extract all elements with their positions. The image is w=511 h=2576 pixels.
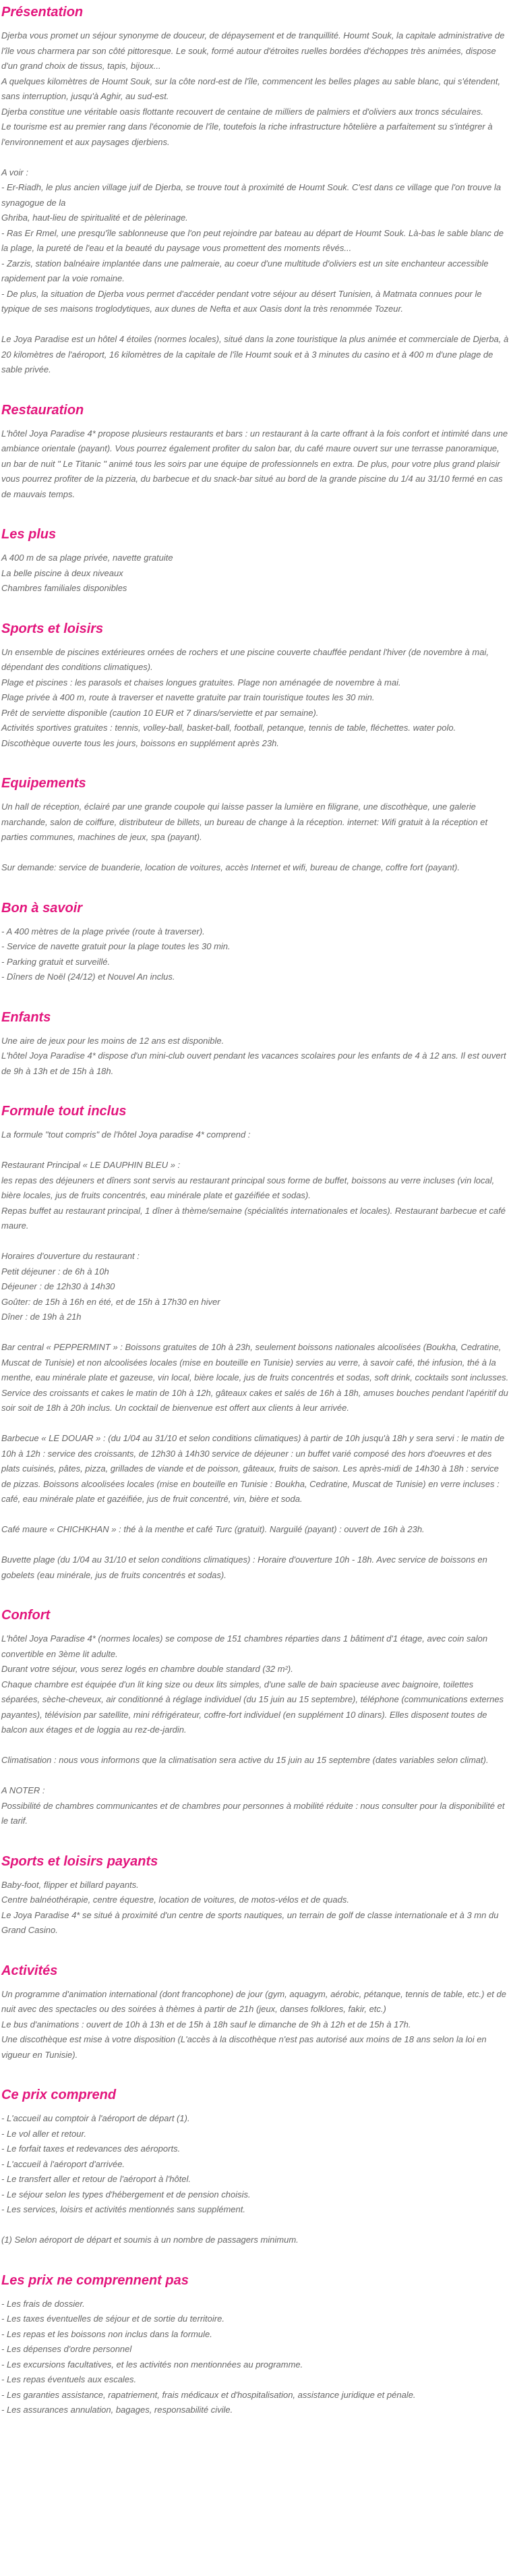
text-line: Repas buffet au restaurant principal, 1 dîner à thème/semaine (spécialités internationales et locales). Restaurant barbecue et café maure. xyxy=(1,1205,506,1231)
list-item: - Le transfert aller et retour de l'aéroport à l'hôtel. xyxy=(1,2174,191,2184)
text-line: Djerba constitue une véritable oasis flottante recouvert de centaine de milliers de palmiers et d'oliviers aux troncs séculaires. xyxy=(1,106,483,117)
text-line: L'hôtel Joya Paradise 4* dispose d'un mini-club ouvert pendant les vacances scolaires pour les enfants de 4 à 12 ans. Il est ouvert de 9h à 13h et de 15h à 18h. xyxy=(1,1051,506,1076)
section-enfants xyxy=(1,1008,509,1080)
text-line: La belle piscine à deux niveaux xyxy=(1,567,123,578)
footnote-text: (1) Selon aéroport de départ et soumis à un nombre de passagers minimum. xyxy=(1,2235,299,2245)
paragraph xyxy=(1,551,509,596)
section-equipements xyxy=(1,774,509,876)
text-line: Sur demande: service de buanderie, location de voitures, accès Internet et wifi, bureau de change, coffre fort (payant). xyxy=(1,862,460,872)
list-item: - De plus, la situation de Djerba vous permet d'accéder pendant votre séjour au désert Tunisien, à Matmata connues pour le typique de ses maisons troglodytiques, aux dunes de Nefta et aux Oasis dont la très renommée Tozeur. xyxy=(1,288,482,314)
section-heading: Les prix ne comprennent pas xyxy=(1,2272,189,2288)
paragraph xyxy=(1,1249,509,1325)
paragraph xyxy=(1,1158,509,1234)
text-line: Ghriba, haut-lieu de spiritualité et de pèlerinage. xyxy=(1,213,188,223)
list-item: - A 400 mètres de la plage privée (route à traverser). xyxy=(1,926,205,936)
paragraph xyxy=(1,2111,509,2218)
section-heading: Ce prix comprend xyxy=(1,2088,117,2102)
text-line: Le tourisme est au premier rang dans l'économie de l'île, toutefois la riche infrastructure hôtelière a parfaitement su s'intégrer à l'environnement et aux paysages djerbiens. xyxy=(1,121,493,147)
section-heading: Sports et loisirs xyxy=(1,621,104,636)
text-line: Le Joya Paradise 4* se situé à proximité d'un centre de sports nautiques, un terrain de golf de classe internationale et à 3 mn du Grand Casino. xyxy=(1,1909,499,1935)
text-line: Café maure « CHICHKHAN » : thé à la menthe et café Turc (gratuit). Narguilé (payant) : ouvert de 16h à 23h. xyxy=(1,1524,425,1534)
list-item: - Les garanties assistance, rapatriement, frais médicaux et d'hospitalisation, assistance juridique et pénale. xyxy=(1,2389,416,2400)
paragraph xyxy=(1,426,509,503)
paragraph xyxy=(1,2297,509,2418)
list-item: - Zarzis, station balnéaire implantée dans une palmeraie, au coeur d'une multitude d'oliviers est un site enchanteur accessible rapidement par la voie romaine. xyxy=(1,258,489,283)
list-item: - L'accueil à l'aéroport d'arrivée. xyxy=(1,2158,125,2169)
paragraph xyxy=(1,332,509,378)
paragraph xyxy=(1,1753,509,1768)
list-item: - Service de navette gratuit pour la plage toutes les 30 min. xyxy=(1,941,231,951)
list-item: - Le séjour selon les types d'hébergement et de pension choisis. xyxy=(1,2189,251,2200)
section-prix-ne-comprennent-pas xyxy=(1,2271,509,2418)
section-les-plus xyxy=(1,525,509,596)
text-line: Horaires d'ouverture du restaurant : xyxy=(1,1251,140,1261)
list-item: - Les repas et les boissons non inclus dans la formule. xyxy=(1,2328,212,2339)
text-line: Petit déjeuner : de 6h à 10h xyxy=(1,1266,109,1277)
section-sports-loisirs-payants xyxy=(1,1852,509,1938)
section-confort xyxy=(1,1606,509,1829)
text-line: Déjeuner : de 12h30 à 14h30 xyxy=(1,1281,115,1291)
paragraph xyxy=(1,645,509,752)
text-line: L'hôtel Joya Paradise 4* propose plusieurs restaurants et bars : un restaurant à la carte offrant à la fois confort et intimité dans une ambiance orientale (payant). Vous pourrez également profiter du salon bar, du café maure ouvert sur une terrasse panoramique, un bar de nuit " Le Titanic " animé tous les soirs par une équipe de professionnels en extra. De plus, pour votre plus grand plaisir vous pourrez profiter de la pizzeria, du barbecue et du snack-bar situé au bord de la grande piscine du 1/4 au 31/10 fermé en cas de mauvais temps. xyxy=(1,428,508,499)
paragraph xyxy=(1,1631,509,1738)
paragraph xyxy=(1,1340,509,1416)
section-heading: Bon à savoir xyxy=(1,900,83,916)
text-line: Le bus d'animations : ouvert de 10h à 13h et de 15h à 18h sauf le dimanche de 9h à 12h et de 15h à 17h. xyxy=(1,2019,411,2029)
text-line: Activités sportives gratuites : tennis, volley-ball, basket-ball, football, petanque, tennis de table, fléchettes. water polo. xyxy=(1,723,456,733)
text-line: Dîner : de 19h à 21h xyxy=(1,1312,82,1322)
section-heading: Confort xyxy=(1,1608,51,1623)
list-item: - Les repas éventuels aux escales. xyxy=(1,2374,137,2384)
section-heading: Restauration xyxy=(1,402,84,418)
section-presentation xyxy=(1,3,509,378)
text-line: Djerba vous promet un séjour synonyme de douceur, de dépaysement et de tranquillité. Houmt Souk, la capitale administrative de l'île vous charmera par son côté pittoresque. Le souk, formé autour d'étroites ruelles bordées d'échoppes très animées, dispose d'un grand choix de tissus, tapis, bijoux... xyxy=(1,30,505,71)
list-item: - Le vol aller et retour. xyxy=(1,2128,86,2139)
section-heading: Sports et loisirs payants xyxy=(1,1853,158,1869)
paragraph xyxy=(1,1987,509,2063)
text-line: Un hall de réception, éclairé par une grande coupole qui laisse passer la lumière en filigrane, une discothèque, une galerie marchande, salon de coiffure, distributeur de billets, un bureau de change à la réception. internet: Wifi gratuit à la réception et parties communes, machines de jeux, spa (payant). xyxy=(1,802,488,842)
text-line: A quelques kilomètres de Houmt Souk, sur la côte nord-est de l'île, commencent les belles plages au sable blanc, qui s'étendent, sans interruption, jusqu'à Aghir, au sud-est. xyxy=(1,76,501,101)
section-activites xyxy=(1,1961,509,2063)
section-heading: Les plus xyxy=(1,527,57,542)
paragraph xyxy=(1,1552,509,1583)
text-line: La formule "tout compris" de l'hôtel Joya paradise 4* comprend : xyxy=(1,1129,251,1140)
list-item: - Les services, loisirs et activités mentionnés sans supplément. xyxy=(1,2204,245,2214)
section-heading: Equipements xyxy=(1,776,86,791)
section-restauration xyxy=(1,401,509,503)
section-ce-prix-comprend xyxy=(1,2085,509,2248)
section-formule-tout-inclus xyxy=(1,1102,509,1583)
text-line: Chaque chambre est équipée d'un lit king size ou deux lits simples, d'une salle de bain spacieuse avec baignoire, toilettes séparées, sèche-cheveux, air conditionné à réglage individuel (du 15 juin au 15 septembre), téléphone (communications externes payantes), télévision par satellite, mini réfrigérateur, coffre-fort individuel (en supplément 10 dinars). Elles disposent toutes de balcon aux étages et de loggia au rez-de-jardin. xyxy=(1,1679,504,1735)
list-item: - L'accueil au comptoir à l'aéroport de départ (1). xyxy=(1,2113,190,2123)
text-line: Goûter: de 15h à 16h en été, et de 15h à 17h30 en hiver xyxy=(1,1296,220,1307)
list-item: - Les excursions facultatives, et les activités non mentionnées au programme. xyxy=(1,2359,303,2370)
paragraph xyxy=(1,1522,509,1538)
text-line: Climatisation : nous vous informons que la climatisation sera active du 15 juin au 15 septembre (dates variables selon climat). xyxy=(1,1755,489,1765)
text-line: Buvette plage (du 1/04 au 31/10 et selon conditions climatiques) : Horaire d'ouverture 10h - 18h. Avec service de boissons en gobelets (eau minérale, jus de fruits concentrés et sodas). xyxy=(1,1555,487,1580)
text-line: Une discothèque est mise à votre disposition (L'accès à la discothèque n'est pas autorisé aux moins de 18 ans selon la loi en vigueur en Tunisie). xyxy=(1,2034,487,2060)
text-line: Un programme d'animation international (dont francophone) de jour (gym, aquagym, aérobic, pétanque, tennis de table, etc.) et de nuit avec des spectacles ou des soirées à thèmes à partir de 21h (jeux, danses folklores, fakir, etc.) xyxy=(1,1988,506,2014)
text-line: A 400 m de sa plage privée, navette gratuite xyxy=(1,553,173,563)
text-line: A voir : xyxy=(1,167,28,177)
section-heading: Enfants xyxy=(1,1009,51,1025)
text-line: Bar central « PEPPERMINT » : Boissons gratuites de 10h à 23h, seulement boissons nationales alcoolisées (Boukha, Cedratine, Muscat de Tunisie) et non alcoolisées locales (mise en bouteille en Tunisie) servies au verre, à savoir café, thé infusion, thé à la menthe, eau minérale plate et gazeuse, vin local, bière locale, jus de fruits concentrés et sodas, soft drink, cocktails sont inclusses. Service des croissants et cakes le matin de 10h à 12h, gâteaux cakes et salés de 16h à 18h, amuses bouches pendant l'apéritif du soir soit de 18h à 20h inclus. Un cocktail de bienvenue est offert aux clients à leur arrivée. xyxy=(1,1342,509,1413)
text-line: A NOTER : xyxy=(1,1785,45,1795)
list-item: - Ras Er Rmel, une presqu'île sablonneuse que l'on peut rejoindre par bateau au départ de Houmt Souk. Là-bas le sable blanc de la plage, la pureté de l'eau et la beauté du paysage vous promettent des moments rêvés... xyxy=(1,227,504,253)
text-line: Plage privée à 400 m, route à traverser et navette gratuite par train touristique toutes les 30 min. xyxy=(1,692,375,702)
section-heading: Activités xyxy=(1,1963,58,1978)
list-item: - Les frais de dossier. xyxy=(1,2298,85,2309)
paragraph xyxy=(1,800,509,845)
section-sports-loisirs xyxy=(1,619,509,752)
section-bon-a-savoir xyxy=(1,899,509,985)
text-line: Discothèque ouverte tous les jours, boissons en supplément après 23h. xyxy=(1,737,279,748)
paragraph xyxy=(1,924,509,985)
list-item: - Er-Riadh, le plus ancien village juif de Djerba, se trouve tout à proximité de Houmt Souk. C'est dans ce village que l'on trouve la synagogue de la xyxy=(1,182,502,208)
list-item: - Dîners de Noël (24/12) et Nouvel An inclus. xyxy=(1,972,175,982)
footnote xyxy=(1,2233,509,2248)
paragraph xyxy=(1,28,509,150)
text-line: Prêt de serviette disponible (caution 10 EUR et 7 dinars/serviette et par semaine). xyxy=(1,707,319,718)
list-item: - Les assurances annulation, bagages, responsabilité civile. xyxy=(1,2405,233,2415)
text-line: Une aire de jeux pour les moins de 12 ans est disponible. xyxy=(1,1035,224,1046)
list-item: - Le forfait taxes et redevances des aéroports. xyxy=(1,2144,181,2154)
list-item: - Les dépenses d'ordre personnel xyxy=(1,2344,132,2354)
text-line: Plage et piscines : les parasols et chaises longues gratuites. Plage non aménagée de novembre à mai. xyxy=(1,677,401,688)
paragraph xyxy=(1,860,509,876)
paragraph xyxy=(1,1783,509,1829)
paragraph xyxy=(1,1878,509,1938)
text-line: Barbecue « LE DOUAR » : (du 1/04 au 31/10 et selon conditions climatiques) à partir de 10h jusqu'à 18h y sera servi : le matin de 10h à 12h : service des croissants, de 12h30 à 14h30 service de déjeuner : un buffet varié composé des hors d'oeuvres et des plats cuisinés, pâtes, pizza, grillades de viande et de poisson, gâteaux, fruits de saison. Les après-midi de 14h30 à 18h : service de pizzas. Boissons alcoolisées locales (mise en bouteille en Tunisie : Boukha, Cedratine, Muscat de Tunisie) en verre incluses : café, eau minérale plate et gazéifiée, jus de fruit concentré, vin, bière et soda. xyxy=(1,1433,505,1504)
section-heading: Formule tout inclus xyxy=(1,1104,127,1119)
section-heading: Présentation xyxy=(1,5,84,20)
text-line: L'hôtel Joya Paradise 4* (normes locales) se compose de 151 chambres réparties dans 1 bâtiment d'1 étage, avec coin salon convertible en 3ème lit adulte. xyxy=(1,1633,488,1659)
list-item: - Les taxes éventuelles de séjour et de sortie du territoire. xyxy=(1,2314,224,2324)
paragraph xyxy=(1,165,509,317)
text-line: Un ensemble de piscines extérieures ornées de rochers et une piscine couverte chauffée pendant l'hiver (de novembre à mai, dépendant des conditions climatiques). xyxy=(1,646,489,672)
paragraph xyxy=(1,1127,509,1143)
text-line: Durant votre séjour, vous serez logés en chambre double standard (32 m²). xyxy=(1,1664,293,1674)
text-line: Centre balnéothérapie, centre équestre, location de voitures, de motos-vélos et de quads. xyxy=(1,1895,349,1905)
list-item: - Parking gratuit et surveillé. xyxy=(1,956,111,967)
paragraph xyxy=(1,1431,509,1507)
paragraph xyxy=(1,1034,509,1080)
text-line: Chambres familiales disponibles xyxy=(1,583,127,593)
text-line: Possibilité de chambres communicantes et de chambres pour personnes à mobilité réduite : nous consulter pour la disponibilité et le tarif. xyxy=(1,1800,505,1826)
text-line: Restaurant Principal « LE DAUPHIN BLEU » : xyxy=(1,1160,181,1170)
text-line: Baby-foot, flipper et billard payants. xyxy=(1,1879,139,1890)
text-line: Le Joya Paradise est un hôtel 4 étoiles (normes locales), situé dans la zone touristique la plus animée et commerciale de Djerba, à 20 kilomètres de l'aéroport, 16 kilomètres de la capitale de l'île Houmt souk et à 3 minutes du casino et à 400 m d'une plage de sable privée. xyxy=(1,334,509,374)
text-line: les repas des déjeuners et dîners sont servis au restaurant principal sous forme de buffet, boissons au verre incluses (vin local, bière locales, jus de fruits concentrés, eau minérale plate et gazéifiée et sodas). xyxy=(1,1175,495,1200)
